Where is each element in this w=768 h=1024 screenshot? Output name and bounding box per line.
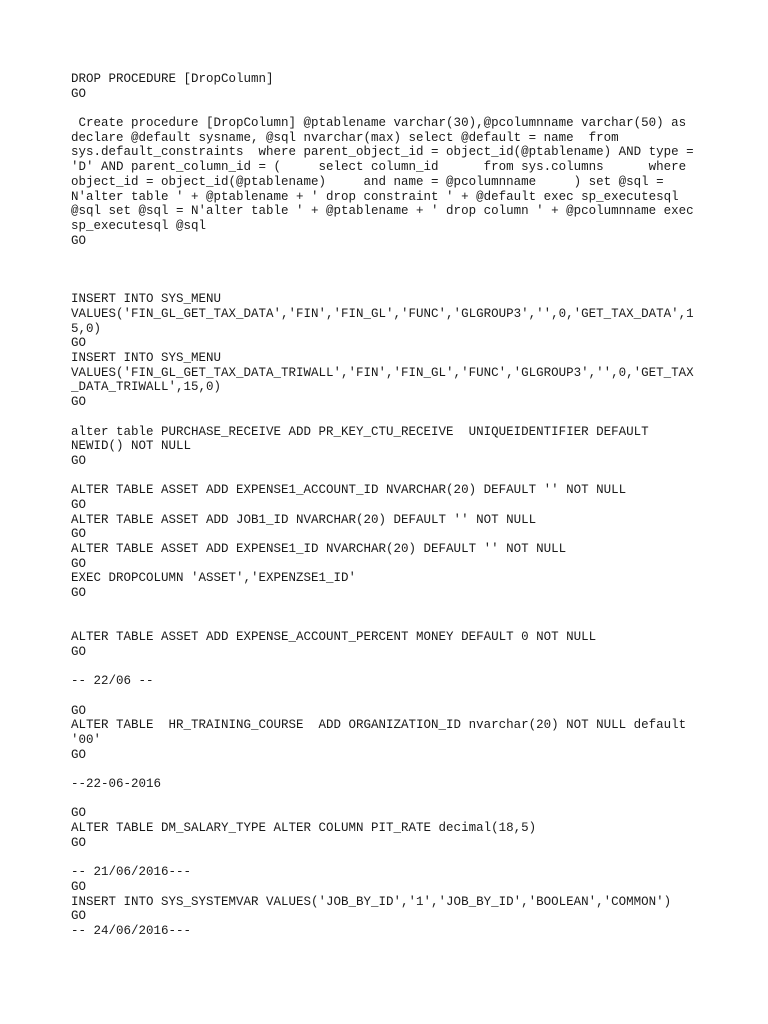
text-line: '00' — [71, 732, 102, 747]
text-line: GO — [71, 86, 87, 101]
text-line: alter table PURCHASE_RECEIVE ADD PR_KEY_CTU_RECEIVE UNIQUEIDENTIFIER DEFAULT — [71, 424, 649, 439]
text-line — [71, 248, 711, 263]
text-line: VALUES('FIN_GL_GET_TAX_DATA','FIN','FIN_GL','FUNC','GLGROUP3','',0,'GET_TAX_DATA',1 — [71, 307, 694, 321]
text-line — [71, 689, 711, 704]
text-line: INSERT INTO SYS_SYSTEMVAR VALUES('JOB_BY_ID','1','JOB_BY_ID','BOOLEAN','COMMON') — [71, 894, 672, 909]
text-line — [71, 615, 711, 630]
text-line: INSERT INTO SYS_MENU — [71, 351, 222, 366]
text-line: GO — [71, 703, 87, 718]
text-line: GO — [71, 395, 87, 410]
text-line: GO — [71, 835, 87, 850]
text-line — [71, 850, 711, 865]
text-line: sp_executesql @sql — [71, 218, 207, 233]
text-line: GO — [71, 586, 87, 601]
text-line: @sql set @sql = N'alter table ' + @ptablename + ' drop column ' + @pcolumnname exec — [71, 204, 694, 219]
text-line — [71, 101, 711, 116]
text-line: GO — [71, 909, 87, 924]
text-line: VALUES('FIN_GL_GET_TAX_DATA_TRIWALL','FIN','FIN_GL','FUNC','GLGROUP3','',0,'GET_TAX — [71, 365, 694, 380]
text-line: GO — [71, 497, 87, 512]
text-line: object_id = object_id(@ptablename) and name = @pcolumnname ) set @sql = — [71, 174, 664, 189]
sql-script-text — [71, 72, 711, 939]
text-line: GO — [71, 233, 87, 248]
text-line: --22-06-2016 — [71, 777, 162, 791]
text-line: -- 22/06 -- — [71, 674, 154, 689]
text-line: GO — [71, 556, 87, 571]
text-line: Create procedure [DropColumn] @ptablename varchar(30),@pcolumnname varchar(50) as — [71, 116, 687, 131]
text-line: GO — [71, 644, 87, 659]
text-line: ALTER TABLE DM_SALARY_TYPE ALTER COLUMN PIT_RATE decimal(18,5) — [71, 821, 537, 836]
text-line — [71, 660, 711, 675]
text-line: GO — [71, 747, 87, 762]
text-line: GO — [71, 527, 87, 542]
text-line: GO — [71, 336, 87, 351]
text-line — [71, 278, 711, 293]
text-line — [71, 469, 711, 484]
text-line: 5,0) — [71, 321, 102, 336]
text-line: ALTER TABLE HR_TRAINING_COURSE ADD ORGANIZATION_ID nvarchar(20) NOT NULL default — [71, 718, 687, 733]
text-line: DROP PROCEDURE [DropColumn] — [71, 72, 274, 86]
text-line — [71, 410, 711, 425]
text-line: 'D' AND parent_column_id = ( select column_id from sys.columns where — [71, 160, 687, 175]
text-line: GO — [71, 806, 87, 821]
text-line: EXEC DROPCOLUMN 'ASSET','EXPENZSE1_ID' — [71, 571, 357, 586]
text-line: ALTER TABLE ASSET ADD EXPENSE1_ID NVARCHAR(20) DEFAULT '' NOT NULL — [71, 542, 567, 556]
text-line: sys.default_constraints where parent_object_id = object_id(@ptablename) AND type = — [71, 145, 694, 160]
text-line: ALTER TABLE ASSET ADD EXPENSE_ACCOUNT_PERCENT MONEY DEFAULT 0 NOT NULL — [71, 630, 597, 645]
text-line: -- 21/06/2016--- — [71, 865, 192, 880]
text-line — [71, 601, 711, 616]
text-line: N'alter table ' + @ptablename + ' drop constraint ' + @default exec sp_executesql — [71, 189, 679, 204]
text-line: GO — [71, 453, 87, 468]
text-line — [71, 762, 711, 777]
text-line: NEWID() NOT NULL — [71, 439, 192, 454]
text-line: INSERT INTO SYS_MENU — [71, 292, 222, 307]
text-line — [71, 792, 711, 807]
text-line: ALTER TABLE ASSET ADD JOB1_ID NVARCHAR(20) DEFAULT '' NOT NULL — [71, 512, 537, 527]
text-line: _DATA_TRIWALL',15,0) — [71, 380, 222, 395]
text-line: -- 24/06/2016--- — [71, 923, 192, 938]
text-line: ALTER TABLE ASSET ADD EXPENSE1_ACCOUNT_ID NVARCHAR(20) DEFAULT '' NOT NULL — [71, 483, 627, 498]
text-line — [71, 263, 711, 278]
text-line: GO — [71, 879, 87, 894]
text-line: declare @default sysname, @sql nvarchar(max) select @default = name from — [71, 130, 619, 145]
